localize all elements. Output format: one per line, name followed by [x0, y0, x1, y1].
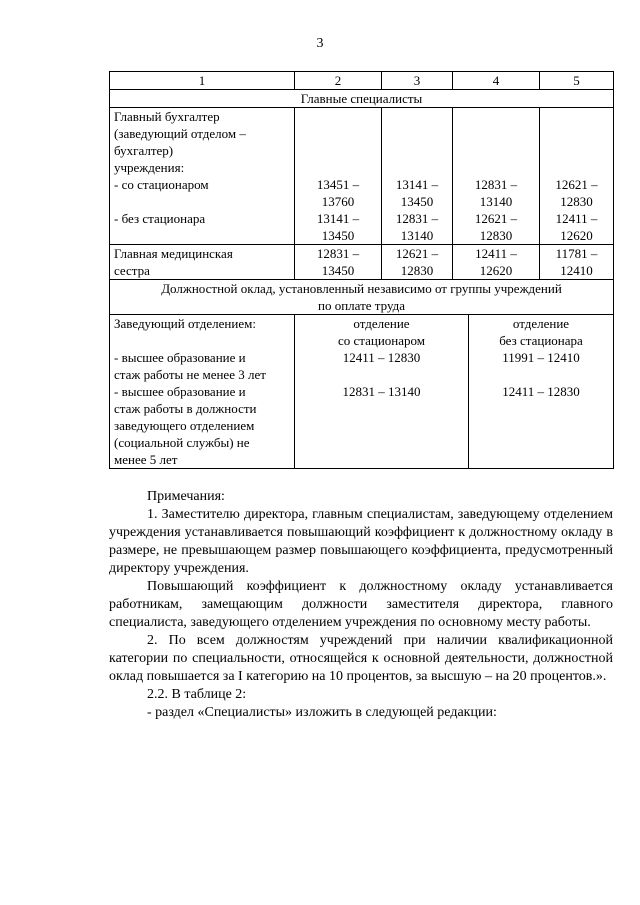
label-line: - со стационаром	[114, 177, 209, 192]
chief-nurse-col2	[295, 245, 382, 280]
value-line: 13450	[321, 263, 355, 278]
label-line: стаж работы не менее 3 лет	[114, 367, 266, 382]
header-cell-1: 1	[110, 72, 295, 90]
column-title-line: без стационара	[499, 333, 583, 348]
notes-paragraph-5: - раздел «Специалисты» изложить в следующей редакции:	[147, 705, 497, 720]
value-line: 12620	[479, 263, 513, 278]
value-line: 13450	[321, 228, 355, 243]
chief-nurse-col3	[382, 245, 453, 280]
table-row-dept-head	[110, 315, 614, 469]
column-title-line: отделение	[512, 316, 570, 331]
label-line: (социальной службы) не	[114, 435, 250, 450]
label-line: - высшее образование и	[114, 384, 246, 399]
notes-paragraph-3: 2. По всем должностям учреждений при наличии квалификационной категории по специальности, относящейся к основной деятельности, должностной оклад повышается за I категорию на 10 процентов, за высшую – на 20 процентов.».	[109, 633, 613, 684]
column-title-line: отделение	[353, 316, 410, 331]
value-line: 12411 – 12830	[342, 350, 421, 365]
value-line: 12410	[560, 263, 593, 278]
value-line: 12831 –	[474, 177, 518, 192]
page-number: 3	[316, 36, 324, 51]
section-row-independent	[110, 280, 614, 315]
value-line: 13141 –	[395, 177, 439, 192]
label-line: (заведующий отделом –	[114, 126, 246, 141]
value-line: 12621 –	[555, 177, 598, 192]
table-row-chief-nurse	[110, 245, 614, 280]
notes-block	[109, 488, 613, 722]
section-row-main	[110, 90, 614, 108]
label-line: Главный бухгалтер	[114, 109, 220, 124]
dept-head-without-station	[469, 315, 614, 469]
notes-title: Примечания:	[147, 489, 225, 504]
header-cell-2: 2	[295, 72, 382, 90]
notes-paragraph-4: 2.2. В таблице 2:	[147, 687, 247, 702]
value-line: 13760	[321, 194, 355, 209]
label-line: сестра	[114, 263, 150, 278]
header-cell-3: 3	[382, 72, 453, 90]
section-title-main: Главные специалисты	[110, 90, 614, 108]
chief-accountant-label	[110, 108, 295, 245]
label-line: заведующего отделением	[114, 418, 255, 433]
value-line: 11991 – 12410	[502, 350, 580, 365]
salary-table	[109, 71, 614, 469]
column-title-line: со стационаром	[337, 333, 426, 348]
header-cell-5: 5	[540, 72, 614, 90]
dept-head-with-station	[295, 315, 469, 469]
table-row-chief-accountant	[110, 108, 614, 245]
value-line: 12411 – 12830	[502, 384, 580, 399]
value-line: 13450	[400, 194, 434, 209]
section-title-independent	[110, 280, 614, 315]
value-line: 12831 – 13140	[342, 384, 421, 399]
value-line: 12620	[560, 228, 593, 243]
chief-accountant-col2	[295, 108, 382, 245]
value-line: 12830	[479, 228, 513, 243]
notes-paragraph-2: Повышающий коэффициент к должностному окладу устанавливается работникам, замещающим должности заместителя директора, главного специалиста, заведующего отделением учреждения по основному месту работы.	[109, 579, 613, 630]
value-line: 12411 –	[555, 211, 598, 226]
value-line: 12831 –	[316, 246, 360, 261]
chief-accountant-col5	[540, 108, 614, 245]
value-line: 12831 –	[395, 211, 439, 226]
label-line: - высшее образование и	[114, 350, 246, 365]
value-line: 12830	[560, 194, 593, 209]
value-line: 13140	[400, 228, 434, 243]
value-line: 13140	[479, 194, 513, 209]
value-line: 13141 –	[316, 211, 360, 226]
value-line: 12830	[400, 263, 434, 278]
notes-paragraph-1: 1. Заместителю директора, главным специалистам, заведующему отделением учреждения устанавливается повышающий коэффициент к должностному окладу в размере, не превышающем размер повышающего коэффициента, предусмотренный директору учреждения.	[109, 507, 613, 576]
label-line: бухгалтер)	[114, 143, 174, 158]
value-line: 12621 –	[395, 246, 439, 261]
label-line: - без стационара	[114, 211, 206, 226]
table-header-row	[110, 72, 614, 90]
label-line: менее 5 лет	[114, 452, 178, 467]
value-line: 13451 –	[316, 177, 360, 192]
label-line: Главная медицинская	[114, 246, 233, 261]
chief-accountant-col4	[453, 108, 540, 245]
chief-nurse-label	[110, 245, 295, 280]
label-line: учреждения:	[114, 160, 185, 175]
chief-nurse-col4	[453, 245, 540, 280]
label-line: Заведующий отделением:	[114, 316, 256, 331]
dept-head-label	[110, 315, 295, 469]
section-line: по оплате труда	[317, 298, 406, 313]
value-line: 12621 –	[474, 211, 518, 226]
chief-nurse-col5	[540, 245, 614, 280]
section-line: Должностной оклад, установленный независимо от группы учреждений	[161, 281, 562, 296]
header-cell-4: 4	[453, 72, 540, 90]
value-line: 12411 –	[475, 246, 517, 261]
chief-accountant-col3	[382, 108, 453, 245]
label-line: стаж работы в должности	[114, 401, 257, 416]
value-line: 11781 –	[555, 246, 598, 261]
